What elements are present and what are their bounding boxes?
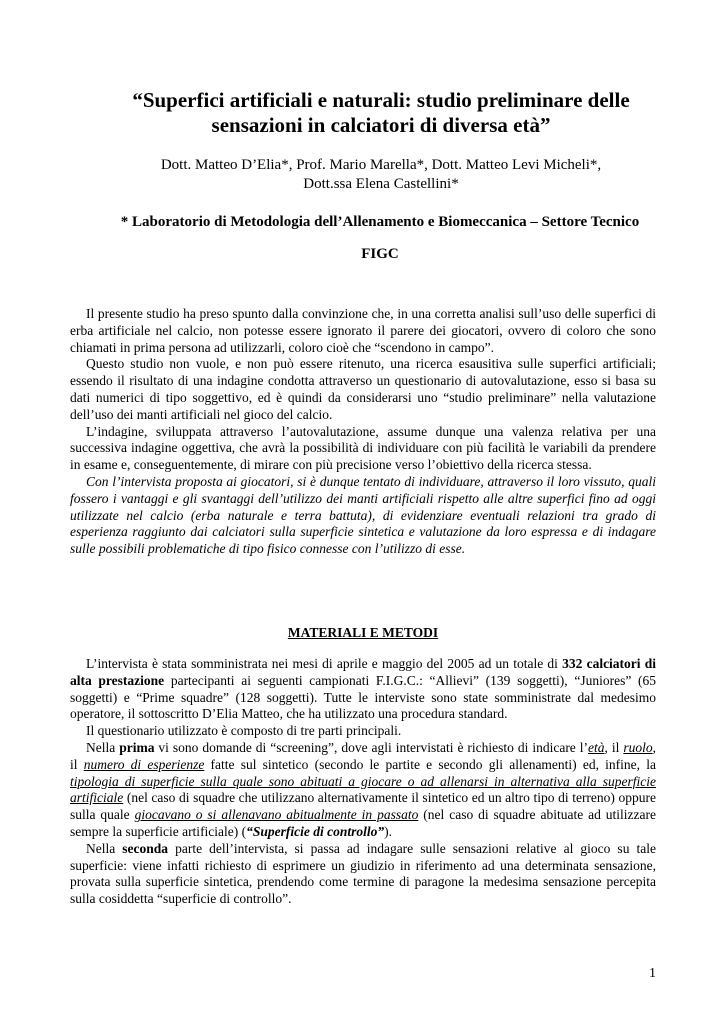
- methods-p3-text-k: (nel caso di squadre che utilizzano alternativamente il sintetico ed un altro tipo di terreno) oppure sulla quale: [70, 790, 656, 823]
- authors-line-2: Dott.ssa Elena Castellini*: [303, 176, 459, 192]
- title-line-1: “Superfici artificiali e naturali: studio preliminare delle: [132, 88, 630, 112]
- methods-p1-text: L’intervista è stata somministrata nei mesi di aprile e maggio del 2005 ad un totale di: [86, 656, 563, 671]
- methods-paragraph-3: [70, 740, 656, 841]
- affiliation: * Laboratorio di Metodologia dell’Allenamento e Biomeccanica – Settore Tecnico: [120, 214, 640, 230]
- abstract-paragraph-2: Questo studio non vuole, e non può essere ritenuto, una ricerca esausitiva sulle superfici artificiali; essendo il risultato di una indagine condotta attraverso un questionario di autovalutazione, esso si basa su dati numerici di tipo soggettivo, ed è quindi da considerarsi uno “studio preliminare” nella valutazione dell’uso dei manti artificiali nel gioco del calcio.: [70, 356, 656, 422]
- methods-p4-text-a: Nella: [86, 840, 123, 856]
- methods-p1-text-2: partecipanti ai seguenti campionati F.I.G.C.: “Allievi” (139 soggetti), “Juniores” (65 soggetti) e “Prime squadre” (128 soggetti). Tutte le interviste sono state somministrate dal medesimo operatore, il sottoscritto D’Elia Matteo, che ha utilizzato una procedura standard.: [70, 672, 656, 722]
- methods-p3-tipologia: tipologia di superficie sulla quale sono abituati a giocare o ad allenarsi in alternativa alla superficie artificiale: [70, 773, 656, 806]
- methods-paragraph-4: [70, 841, 656, 908]
- methods-p3-text-g: , il: [70, 739, 656, 772]
- federation-label: FIGC: [361, 246, 399, 262]
- abstract-paragraph-3: L’indagine, sviluppata attraverso l’autovalutazione, assume dunque una valenza relativa per una successiva indagine oggettiva, che avrà la possibilità di individuare con più facilità le variabili da prendere in esame e, conseguentemente, di mirare con più precisione verso l’obiettivo della ricerca stessa.: [70, 423, 656, 473]
- section-heading-methods: MATERIALI E METODI: [287, 625, 439, 640]
- methods-p3-text-m: (nel caso di squadre abituate ad utilizzare sempre la superficie artificiale) (: [70, 807, 656, 839]
- methods-p3-numero-esperienze: numero di esperienze: [83, 756, 205, 772]
- methods-paragraph-2: Il questionario utilizzato è composto di tre parti principali.: [86, 723, 402, 739]
- title-line-2: sensazioni in calciatori di diversa età”: [211, 113, 551, 137]
- methods-p4-text-c: parte dell’intervista, si passa ad indagare sulle sensazioni relative al gioco su tale superficie: viene infatti richiesto di esprimere un giudizio in riferimento ad una determinata sensazione, provata sulla superficie sintetica, prendendo come termine di paragone la medesima sensazione percepita sulla cosiddetta “superficie di controllo”.: [70, 840, 656, 907]
- methods-p3-text-o: ).: [384, 823, 393, 839]
- methods-p3-ruolo: ruolo: [623, 739, 653, 755]
- methods-p3-text-i: fatte sul sintetico (secondo le partite e secondo gli allenamenti) ed, infine, la: [204, 756, 656, 772]
- paper-title: [80, 88, 682, 138]
- methods-p3-passato: giocavano o si allenavano abitualmente in passato: [134, 807, 419, 823]
- methods-p4-bold-seconda: seconda: [122, 840, 169, 856]
- abstract-paragraph-4: Con l’intervista proposta ai giocatori, si è dunque tentato di individuare, attraverso il loro vissuto, quali fossero i vantaggi e gli svantaggi dell’utilizzo dei manti artificiali rispetto alle altre superfici fino ad oggi utilizzate nel calcio (erba naturale e terra battuta), di evidenziare eventuali relazioni tra grado di esperienza raggiunto dai calciatori sulla superficie sintetica e valutazione da loro espressa e di indagare sulle possibili problematiche di tipo fisico connesse con l’utilizzo di esse.: [70, 473, 656, 557]
- methods-p3-text-e: , il: [604, 739, 624, 755]
- abstract-paragraph-1: Il presente studio ha preso spunto dalla convinzione che, in una corretta analisi sull’uso delle superfici di erba artificiale nel calcio, non potesse essere ignorato il parere dei giocatori, ovvero di coloro che sono chiamati in prima persona ad utilizzarli, coloro cioè che “scendono in campo”.: [70, 306, 656, 355]
- authors-line-1: Dott. Matteo D’Elia*, Prof. Mario Marella*, Dott. Matteo Levi Micheli*,: [160, 157, 602, 173]
- methods-p3-text-c: vi sono domande di “screening”, dove agli intervistati è richiesto di indicare l’: [154, 739, 589, 755]
- methods-p3-superficie-controllo: “Superficie di controllo”: [246, 823, 385, 839]
- methods-section: [70, 656, 656, 908]
- methods-p3-eta: età: [588, 739, 605, 755]
- methods-paragraph-1: [70, 656, 656, 723]
- methods-p3-text-a: Nella: [86, 739, 120, 755]
- page-number: 1: [649, 966, 656, 981]
- methods-p1-bold: 332 calciatori di alta prestazione: [70, 656, 657, 688]
- methods-p3-bold-prima: prima: [119, 739, 155, 755]
- abstract-section: [70, 306, 656, 558]
- author-list: [80, 156, 682, 194]
